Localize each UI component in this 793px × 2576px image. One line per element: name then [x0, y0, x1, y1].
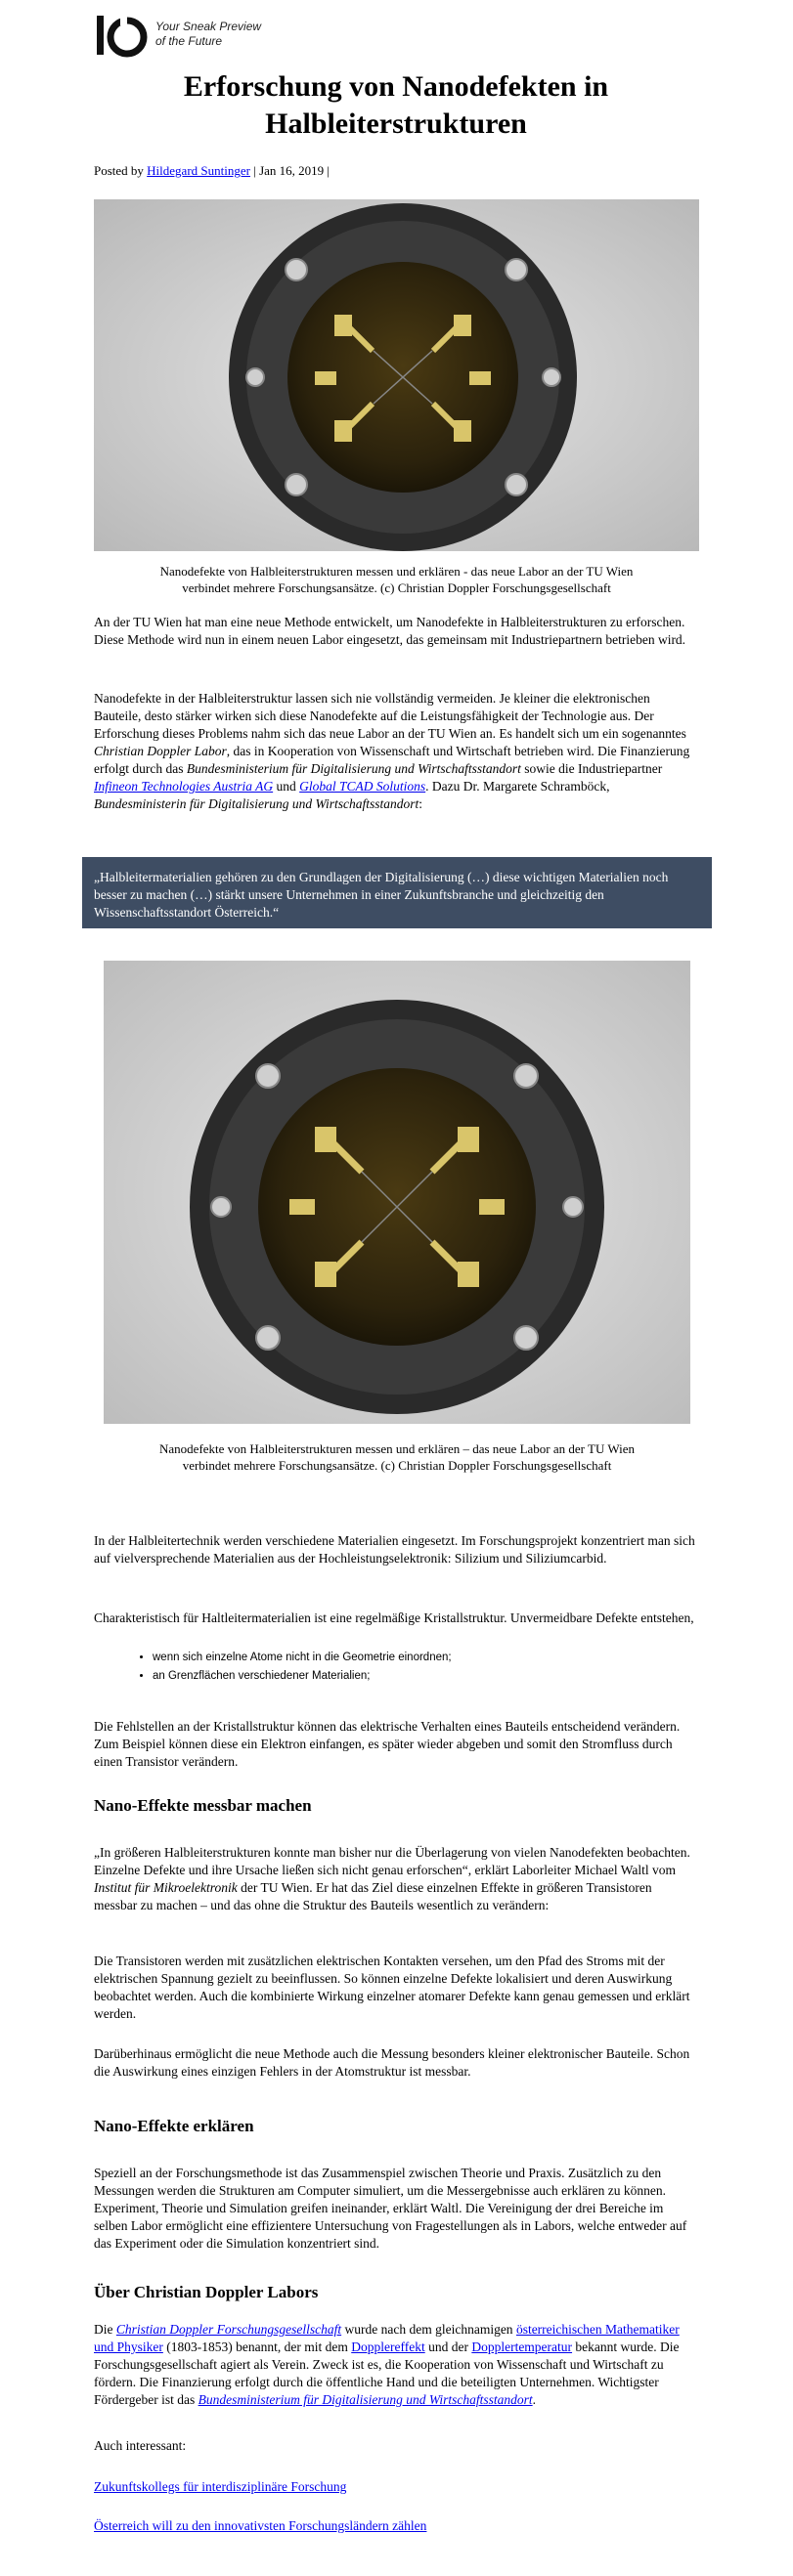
p2-emphasis-minister: Bundesministerin für Digitalisierung und Wirtschaftsstandort	[94, 796, 419, 811]
body-paragraph-3: In der Halbleitertechnik werden verschiedene Materialien eingesetzt. Im Forschungsprojekt konzentriert man sich auf vielversprechende Materialien aus der Hochleistungselektronik: Silizium und Siliziumcarbid.	[94, 1533, 695, 1566]
heading-cd-labors: Über Christian Doppler Labors	[94, 2283, 319, 2301]
global-tcad-link[interactable]	[299, 779, 425, 794]
ministry-link-text: Bundesministerium für Digitalisierung und Wirtschaftsstandort	[198, 2392, 533, 2407]
body-paragraph-10	[94, 2321, 698, 2409]
byline-prefix: Posted by	[94, 163, 148, 178]
dopplereffekt-link[interactable]: Dopplereffekt	[351, 2340, 425, 2354]
related-link-zukunftskollegs[interactable]: Zukunftskollegs für interdisziplinäre Forschung	[94, 2479, 347, 2494]
cd-gesellschaft-link[interactable]	[116, 2322, 341, 2337]
body-paragraph-5: Die Fehlstellen an der Kristallstruktur können das elektrische Verhalten eines Bauteils entscheidend verändern. Zum Beispiel können diese ein Elektron einfangen, es später wieder abgeben und somit den Stromfluss durch einen Transistor verändern.	[94, 1719, 681, 1769]
tagline-line-1: Your Sneak Preview	[155, 20, 262, 33]
ministry-quote: „Halbleitermaterialien gehören zu den Grundlagen der Digitalisierung (…) diese wichtigen Materialien noch besser zu machen (…) stärkt unsere Unternehmen in einer Zukunftsbranche und gleichzeitig den Wissenschaftsstandort Österreich.“	[82, 857, 712, 928]
cd-gesellschaft-link-text: Christian Doppler Forschungsgesellschaft	[115, 2322, 342, 2337]
article-image-1	[94, 199, 699, 551]
p10-text-f: .	[532, 2392, 536, 2407]
p2-text-b: , das in Kooperation von Wissenschaft und Wirtschaft betrieben wird. Die Finanzierung erfolgt durch das	[94, 744, 690, 776]
p10-text-e: bekannt wurde. Die Forschungsgesellschaft agiert als Verein. Zweck ist es, die Kooperation von Wissenschaft und Wirtschaft zu fördern. Die Finanzierung erfolgt durch die öffentliche Hand und die beteiligten Unternehmen. Wichtigster Fördergeber ist das	[94, 2340, 680, 2407]
article-image-2	[104, 961, 690, 1424]
physicist-link[interactable]: österreichischen Mathematiker und Physiker	[94, 2322, 680, 2354]
list-item: • an Grenzflächen verschiedener Materialien;	[153, 1667, 700, 1686]
defect-list	[94, 1649, 700, 1686]
image-2-caption	[104, 1440, 690, 1474]
caption-2-line-2: verbindet mehrere Forschungsansätze. (c) Christian Doppler Forschungsgesellschaft	[182, 1458, 612, 1473]
body-paragraph-9: Speziell an der Forschungsmethode ist das Zusammenspiel zwischen Theorie und Praxis. Zusätzlich zu den Messungen werden die Strukturen am Computer simuliert, um die Messergebnisse auch erklären zu können. Experiment, Theorie und Simulation greifen ineinander, erklärt Waltl. Die Vereinigung der drei Bereiche im selben Labor ermöglicht eine effizientere Untersuchung von Fragestellungen als in Labors, welche entweder auf das Experiment oder die Simulation konzentriert sind.	[94, 2166, 687, 2251]
related-link-row-2	[94, 2517, 698, 2535]
p10-text-c: (1803-1853) benannt, der mit dem	[162, 2340, 352, 2354]
intro-paragraph-2	[94, 690, 698, 813]
heading-nano-erklaeren: Nano-Effekte erklären	[94, 2117, 254, 2135]
p10-text-d: und der	[424, 2340, 472, 2354]
caption-2-line-1: Nanodefekte von Halbleiterstrukturen messen und erklären – das neue Labor an der TU Wien	[159, 1441, 635, 1456]
byline	[94, 163, 330, 179]
article-title: Erforschung von Nanodefekten in Halbleiterstrukturen	[183, 70, 609, 140]
p2-text-a: Nanodefekte in der Halbleiterstruktur lassen sich nie vollständig vermeiden. Je kleiner die elektronischen Bauteile, desto stärker wirken sich diese Nanodefekte auf die Leistungsfähigkeit der Technologie aus. Der Erforschung dieses Problems nahm sich das neue Labor an der TU Wien an. Es handelt sich um ein sogenanntes	[94, 691, 686, 741]
p2-text-e: . Dazu Dr. Margarete Schramböck,	[425, 779, 610, 794]
p2-text-c: sowie die Industriepartner	[520, 761, 663, 776]
p2-text-f: :	[419, 796, 423, 811]
caption-1-line-1: Nanodefekte von Halbleiterstrukturen messen und erklären - das neue Labor an der TU Wien	[159, 564, 634, 579]
site-tagline	[155, 20, 261, 49]
p2-text-d: und	[273, 779, 300, 794]
body-paragraph-8: Darüberhinaus ermöglicht die neue Methode auch die Messung besonders kleiner elektronischer Bauteile. Schon die Auswirkung eines einzigen Fehlers in der Atomstruktur ist messbar.	[94, 2046, 690, 2079]
infineon-link[interactable]	[94, 779, 273, 794]
related-link-row-1	[94, 2478, 698, 2496]
global-tcad-link-text: Global TCAD Solutions	[299, 779, 426, 794]
p2-emphasis-ministry: Bundesministerium für Digitalisierung und Wirtschaftsstandort	[186, 761, 521, 776]
p2-emphasis-cd-labor: Christian Doppler Labor	[94, 744, 227, 758]
intro-paragraph-1: An der TU Wien hat man eine neue Methode entwickelt, um Nanodefekte in Halbleiterstrukturen zu erforschen. Diese Methode wird nun in einem neuen Labor eingesetzt, das gemeinsam mit Industriepartnern betrieben wird.	[94, 615, 686, 647]
p6-text-b: der TU Wien. Er hat das Ziel diese einzelnen Effekte in größeren Transistoren messbar zu machen – und das ohne die Struktur des Bauteils wesentlich zu verändern:	[94, 1880, 652, 1912]
tagline-line-2: of the Future	[155, 34, 223, 48]
post-date: | Jan 16, 2019 |	[249, 163, 330, 178]
ministry-link[interactable]	[198, 2392, 533, 2407]
p6-text-a: „In größeren Halbleiterstrukturen konnte man bisher nur die Überlagerung von vielen Nanodefekten beobachten. Einzelne Defekte und ihre Ursache ließen sich nicht genau erforschen“, erklärt Laborleiter Michael Waltl vom	[94, 1845, 690, 1877]
related-link-innovativste[interactable]: Österreich will zu den innovativsten Forschungsländern zählen	[94, 2518, 427, 2533]
p10-text-a: Die	[94, 2322, 116, 2337]
infineon-link-text: Infineon Technologies Austria AG	[94, 779, 274, 794]
heading-nano-messbar: Nano-Effekte messbar machen	[94, 1796, 312, 1815]
list-item: • wenn sich einzelne Atome nicht in die Geometrie einordnen;	[153, 1649, 700, 1667]
dopplertemperatur-link[interactable]: Dopplertemperatur	[471, 2340, 573, 2354]
image-1-caption	[94, 563, 699, 596]
author-link[interactable]: Hildegard Suntinger	[147, 163, 250, 178]
also-interesting-label: Auch interessant:	[94, 2438, 187, 2453]
p10-text-b: wurde nach dem gleichnamigen	[341, 2322, 516, 2337]
body-paragraph-4: Charakteristisch für Haltleitermaterialien ist eine regelmäßige Kristallstruktur. Unvermeidbare Defekte entstehen,	[94, 1610, 694, 1625]
site-logo[interactable]	[95, 12, 290, 59]
body-paragraph-6	[94, 1844, 698, 1914]
body-paragraph-7: Die Transistoren werden mit zusätzlichen elektrischen Kontakten versehen, um den Pfad des Stroms mit der elektrischen Spannung gezielt zu beeinflussen. So können einzelne Defekte lokalisiert und deren Auswirkung beobachtet werden. Auch die kombinierte Wirkung einzelner atomarer Defekte kann genau gemessen und erklärt werden.	[94, 1953, 690, 2021]
io-logo-icon	[95, 12, 152, 59]
caption-1-line-2: verbindet mehrere Forschungsansätze. (c) Christian Doppler Forschungsgesellschaft	[182, 580, 611, 595]
p6-emphasis-institute: Institut für Mikroelektronik	[94, 1880, 238, 1895]
